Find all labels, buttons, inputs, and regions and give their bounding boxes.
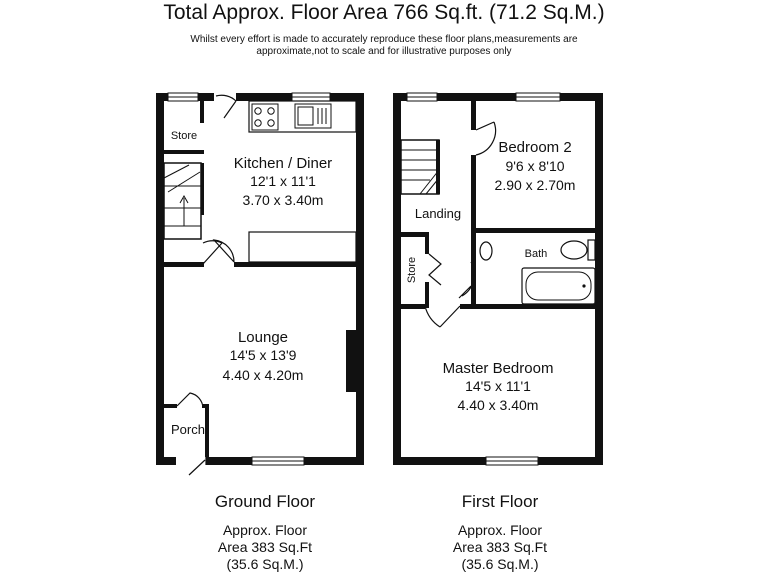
ground-floor-title: Ground Floor (214, 492, 316, 511)
gf-lower-counter (249, 232, 356, 262)
toilet-icon (588, 240, 595, 260)
bedroom2-imperial: 9'6 x 8'10 (505, 158, 565, 174)
first-floor-title: First Floor (461, 492, 539, 511)
gf-back-door (214, 93, 236, 101)
bedroom2-metric: 2.90 x 2.70m (494, 177, 576, 193)
lounge-name: Lounge (237, 329, 289, 346)
page-title: Total Approx. Floor Area 766 Sq.ft. (71.2 Sq.M.) (163, 1, 605, 24)
master-bedroom-metric: 4.40 x 3.40m (457, 397, 539, 413)
kitchen-name: Kitchen / Diner (233, 155, 333, 172)
kitchen-imperial: 12'1 x 11'1 (250, 173, 316, 189)
first-floor-area-line-2: Area 383 Sq.Ft (452, 539, 548, 555)
disclaimer-line-1: Whilst every effort is made to accurately reproduce these floor plans,measurements are (190, 34, 578, 45)
ff-staircase (401, 140, 439, 194)
basin-icon (480, 242, 492, 260)
gf-chimney-breast (346, 330, 356, 392)
ground-floor-area-line-1: Approx. Floor (222, 522, 308, 538)
bedroom2-name: Bedroom 2 (498, 139, 572, 156)
first-floor-area-line-1: Approx. Floor (457, 522, 543, 538)
bath-label: Bath (524, 248, 548, 260)
gf-store-label: Store (170, 130, 198, 142)
gf-kitchen-counter (249, 101, 356, 132)
gf-left-wall (156, 93, 164, 465)
first-floor-area-line-3: (35.6 Sq.M.) (461, 556, 539, 572)
ground-floor-plan (156, 93, 364, 475)
disclaimer-line-2: approximate,not to scale and for illustrative purposes only (256, 46, 512, 57)
ff-right-wall (595, 93, 603, 465)
ground-floor-area (165, 522, 365, 573)
porch-label: Porch (171, 422, 205, 437)
ground-floor-area-line-3: (35.6 Sq.M.) (226, 556, 304, 572)
hob-icon (252, 104, 278, 130)
master-bedroom-name: Master Bedroom (442, 360, 554, 377)
gf-right-wall (356, 93, 364, 465)
first-floor-area (400, 522, 600, 573)
ff-store-label: Store (406, 256, 418, 284)
ground-floor-area-line-2: Area 383 Sq.Ft (217, 539, 313, 555)
ff-left-wall (393, 93, 401, 465)
lounge-metric: 4.40 x 4.20m (222, 367, 304, 383)
master-bedroom-imperial: 14'5 x 11'1 (465, 378, 531, 394)
kitchen-metric: 3.70 x 3.40m (242, 192, 324, 208)
first-floor-plan (393, 93, 603, 465)
lounge-imperial: 14'5 x 13'9 (229, 347, 297, 363)
landing-label: Landing (414, 206, 462, 221)
